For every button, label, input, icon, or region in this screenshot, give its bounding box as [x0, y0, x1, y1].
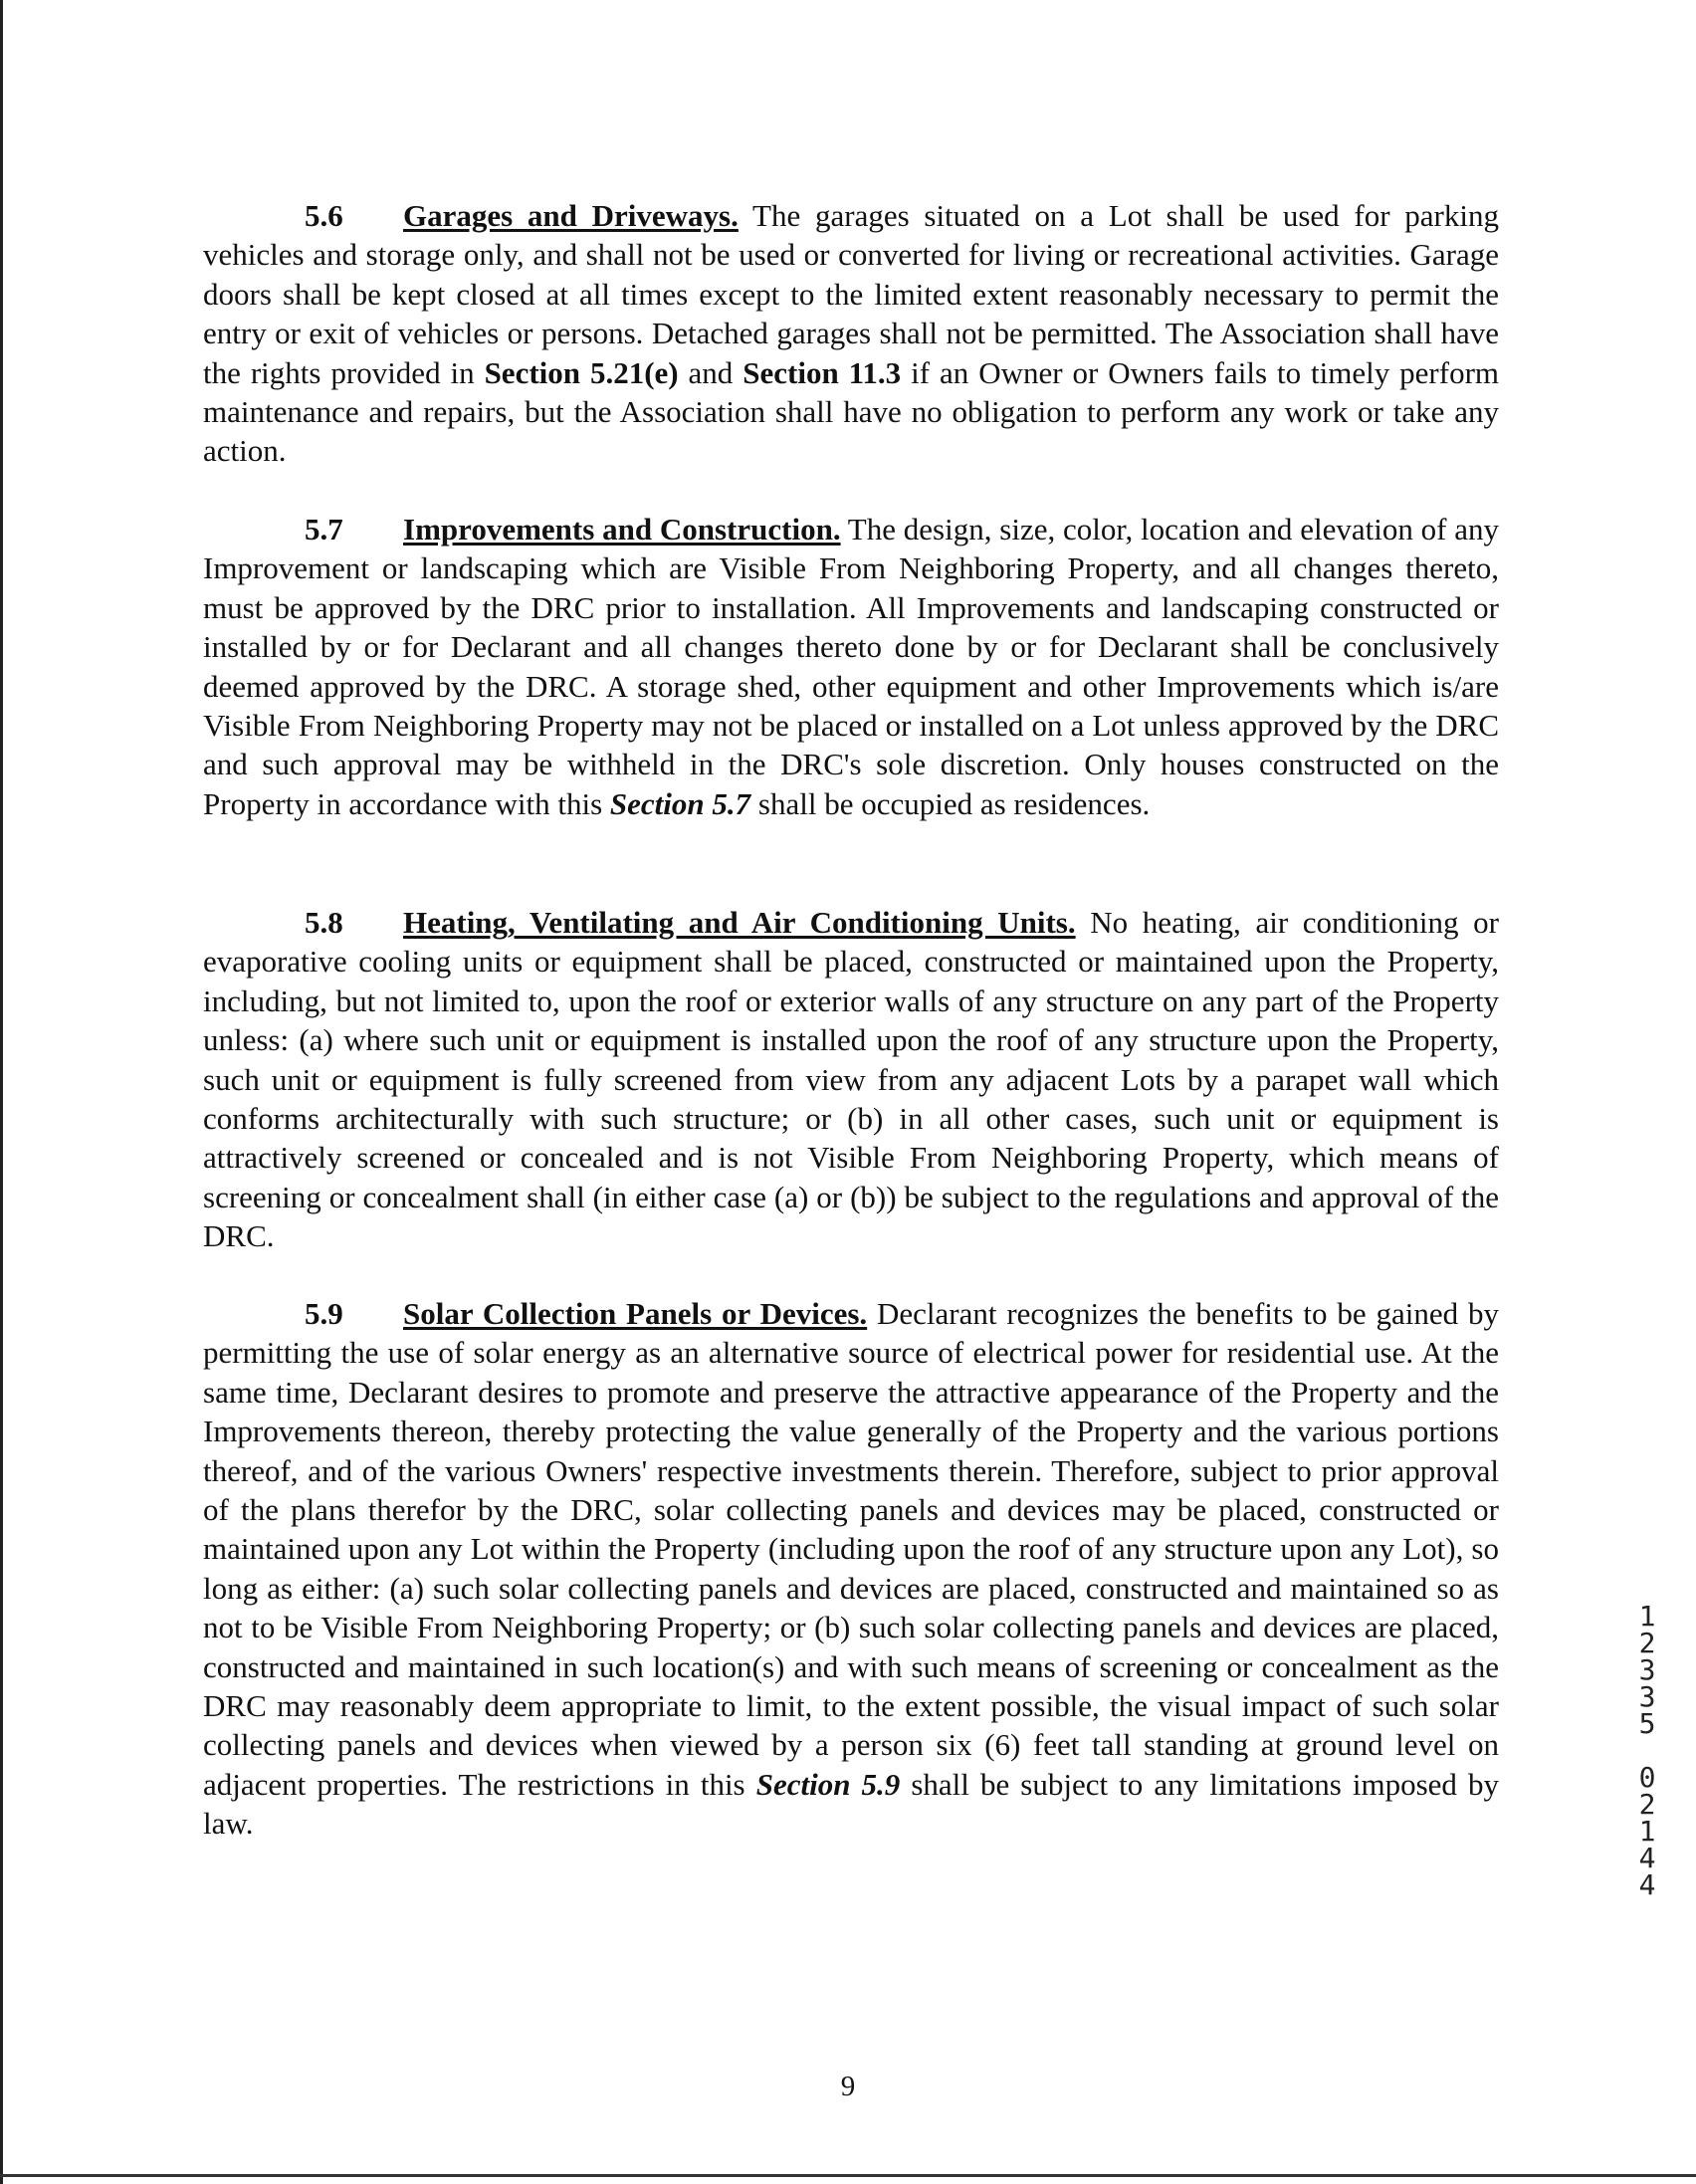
section-title: Garages and Driveways.	[403, 198, 739, 233]
recording-number-stamp	[1632, 1600, 1662, 1901]
section-number: 5.6	[305, 198, 343, 233]
section-number: 5.8	[305, 905, 343, 940]
section-reference: Section 5.7	[609, 785, 751, 821]
stamp-digit: 0	[1638, 1761, 1656, 1794]
section-title: Heating, Ventilating and Air Conditioning Units.	[403, 905, 1076, 940]
section-number: 5.9	[305, 1296, 343, 1331]
section-5-8	[203, 903, 1499, 1256]
section-text: No heating, air conditioning or evaporative cooling units or equipment shall be placed, constructed or maintained upon the Property, including, but not limited to, upon the roof or exterior walls of any structure on any part of the Property unless: (a) where such unit or equipment is installed upon the roof of any structure upon the Property, such unit or equipment is fully screened from view from any adjacent Lots by a parapet wall which conforms architecturally with such structure; or (b) in all other cases, such unit or equipment is attractively screened or concealed and is not Visible From Neighboring Property, which means of screening or concealment shall (in either case (a) or (b)) be subject to the regulations and approval of the DRC.	[203, 905, 1499, 1254]
section-number: 5.7	[305, 512, 343, 546]
section-5-6	[203, 196, 1499, 471]
stamp-digit: 3	[1638, 1680, 1656, 1713]
section-text: and	[678, 354, 743, 390]
section-text: if an Owner or Owners fails to timely perform maintenance and repairs, but the Association shall have no obligation to perform any work or take any action.	[203, 354, 1499, 469]
section-reference: Section 5.21(e)	[484, 354, 679, 390]
section-text: shall be subject to any limitations imposed by law.	[203, 1766, 1500, 1842]
stamp-digit: 1	[1638, 1815, 1656, 1848]
section-text: shall be occupied as residences.	[750, 785, 1151, 821]
scan-left-border	[0, 0, 3, 2184]
stamp-digit: 4	[1638, 1868, 1656, 1901]
section-reference: Section 5.9	[755, 1766, 901, 1802]
stamp-digit: 5	[1638, 1707, 1656, 1740]
section-text: The design, size, color, location and elevation of any Improvement or landscaping which are Visible From Neighboring Property, and all changes thereto, must be approved by the DRC prior to installation. All Improvements and landscaping constructed or installed by or for Declarant and all changes thereto done by or for Declarant shall be conclusively deemed approved by the DRC. A storage shed, other equipment and other Improvements which is/are Visible From Neighboring Property may not be placed or installed on a Lot unless approved by the DRC and such approval may be withheld in the DRC's sole discretion. Only houses constructed on the Property in accordance with this	[203, 512, 1499, 821]
section-text: Declarant recognizes the benefits to be gained by permitting the use of solar energy as an alternative source of electrical power for residential use. At the same time, Declarant desires to promote and preserve the attractive appearance of the Property and the Improvements thereon, thereby protecting the value generally of the Property and the various portions thereof, and of the various Owners' respective investments therein. Therefore, subject to prior approval of the plans therefor by the DRC, solar collecting panels and devices may be placed, constructed or maintained upon any Lot within the Property (including upon the roof of any structure upon any Lot), so long as either: (a) such solar collecting panels and devices are placed, constructed and maintained so as not to be Visible From Neighboring Property; or (b) such solar collecting panels and devices are placed, constructed and maintained in such location(s) and with such means of screening or concealment as the DRC may reasonably deem appropriate to limit, to the extent possible, the visual impact of such solar collecting panels and devices when viewed by a person six (6) feet tall standing at ground level on adjacent properties. The restrictions in this	[203, 1296, 1499, 1802]
stamp-digit: 3	[1638, 1653, 1656, 1686]
section-5-9	[203, 1294, 1499, 1844]
section-title: Solar Collection Panels or Devices.	[403, 1296, 868, 1331]
stamp-digit: 2	[1638, 1627, 1656, 1659]
stamp-digit	[1632, 1737, 1662, 1764]
scan-bottom-border	[0, 2174, 1696, 2177]
stamp-digit: 4	[1638, 1842, 1656, 1874]
stamp-digit: 2	[1638, 1788, 1656, 1821]
section-title: Improvements and Construction.	[403, 512, 841, 546]
page-number: 9	[840, 2071, 856, 2102]
section-text: The garages situated on a Lot shall be used for parking vehicles and storage only, and shall not be used or converted for living or recreational activities. Garage doors shall be kept closed at all times except to the limited extent reasonably necessary to permit the entry or exit of vehicles or persons. Detached garages shall not be permitted. The Association shall have the rights provided in	[203, 198, 1499, 390]
section-reference: Section 11.3	[742, 354, 902, 390]
stamp-digit: 1	[1638, 1600, 1656, 1633]
section-5-7	[203, 510, 1499, 823]
